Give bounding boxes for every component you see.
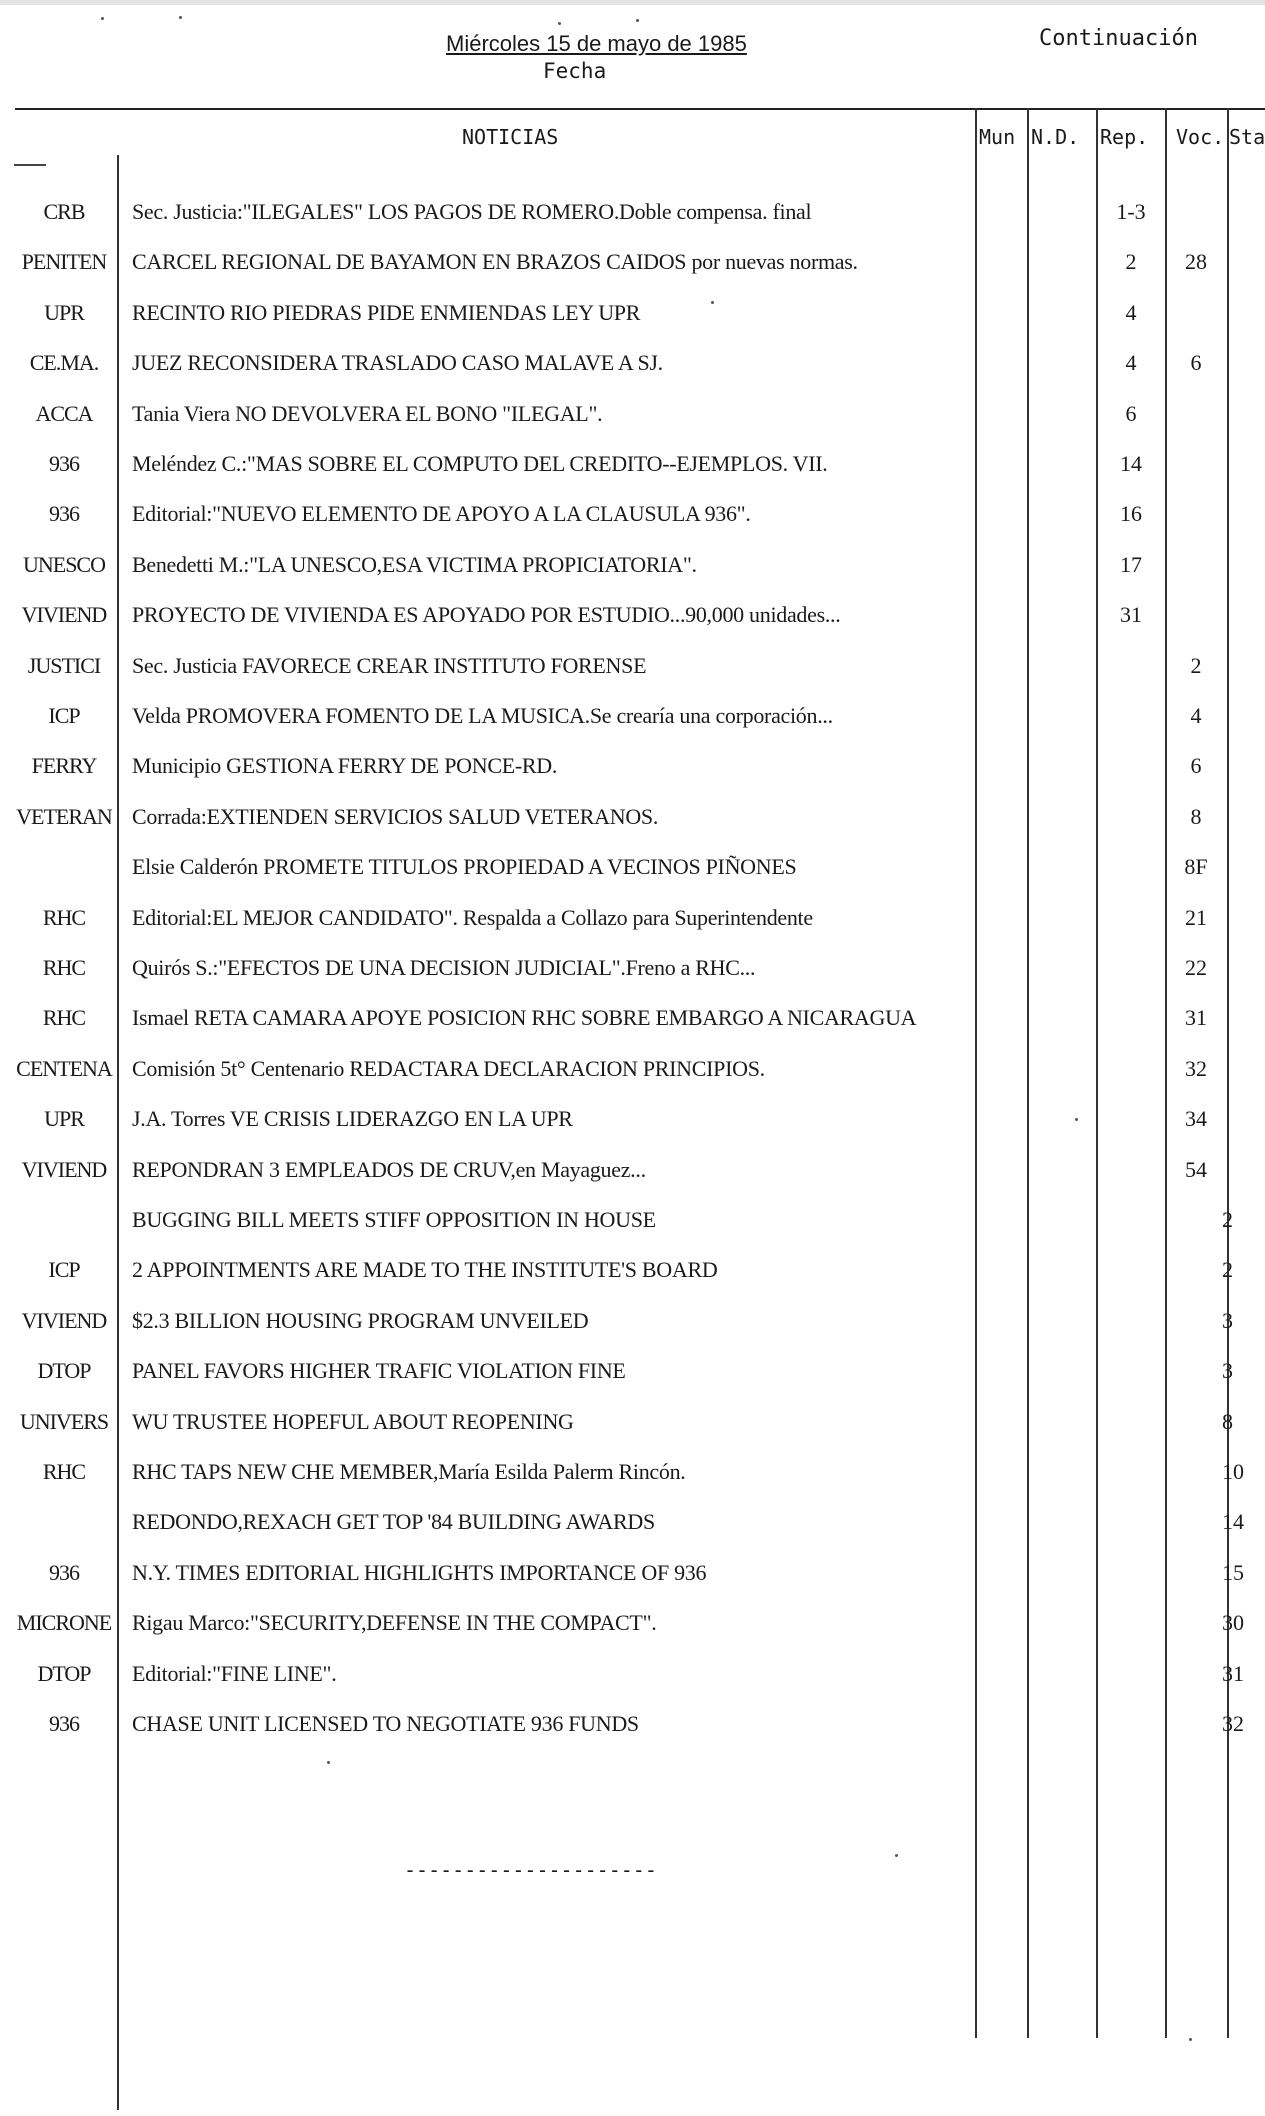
row-category: ICP: [48, 1257, 80, 1282]
scan-speck: [1189, 2038, 1192, 2041]
row-title: CARCEL REGIONAL DE BAYAMON EN BRAZOS CAIDOS por nuevas normas.: [132, 249, 858, 274]
table-top-rule: [15, 108, 1265, 110]
row-category: RHC: [42, 955, 86, 980]
row-category: MICRONE: [16, 1610, 112, 1635]
row-title: Meléndez C.:"MAS SOBRE EL COMPUTO DEL CREDITO--EJEMPLOS. VII.: [132, 451, 828, 476]
table-row: [0, 293, 1265, 333]
table-row: [0, 1049, 1265, 1089]
row-sta-page: 15: [1222, 1560, 1244, 1585]
row-sta-page: 30: [1222, 1610, 1244, 1635]
date-label: Fecha: [543, 59, 607, 83]
scan-speck: [558, 22, 561, 25]
row-sta-page: 2: [1222, 1257, 1233, 1282]
row-title: REDONDO,REXACH GET TOP '84 BUILDING AWARDS: [132, 1509, 655, 1534]
column-header-nd: N.D.: [1031, 125, 1080, 149]
end-separator: ---------------------: [404, 1858, 657, 1882]
table-row: [0, 746, 1265, 786]
column-header-voc: Voc.: [1176, 125, 1225, 149]
row-category: DTOP: [37, 1661, 91, 1686]
table-row: [0, 847, 1265, 887]
table-row: [0, 1452, 1265, 1492]
column-header-noticias: NOTICIAS: [462, 125, 559, 149]
row-voc-page: 31: [1185, 1005, 1207, 1030]
row-category: PENITEN: [21, 249, 107, 274]
row-title: Velda PROMOVERA FOMENTO DE LA MUSICA.Se crearía una corporación...: [132, 703, 833, 728]
row-category: RHC: [42, 1005, 86, 1030]
row-title: BUGGING BILL MEETS STIFF OPPOSITION IN HOUSE: [132, 1207, 656, 1232]
row-rep-page: 17: [1120, 552, 1142, 577]
row-category: UNIVERS: [19, 1409, 109, 1434]
scan-speck: [327, 1761, 330, 1764]
table-row: [0, 646, 1265, 686]
row-title: Quirós S.:"EFECTOS DE UNA DECISION JUDICIAL".Freno a RHC...: [132, 955, 756, 980]
scan-edge: [0, 0, 1265, 5]
column-header-sta: Sta: [1229, 125, 1265, 149]
row-rep-page: 1-3: [1116, 199, 1146, 224]
row-category: DTOP: [37, 1358, 91, 1383]
row-title: Sec. Justicia FAVORECE CREAR INSTITUTO FORENSE: [132, 653, 647, 678]
row-title: Editorial:"NUEVO ELEMENTO DE APOYO A LA CLAUSULA 936".: [132, 501, 751, 526]
row-title: Ismael RETA CAMARA APOYE POSICION RHC SOBRE EMBARGO A NICARAGUA: [132, 1005, 917, 1030]
row-title: Tania Viera NO DEVOLVERA EL BONO "ILEGAL".: [132, 401, 603, 426]
row-title: REPONDRAN 3 EMPLEADOS DE CRUV,en Mayaguez...: [132, 1157, 646, 1182]
row-sta-page: 10: [1222, 1459, 1244, 1484]
row-category: CENTENA: [16, 1056, 112, 1081]
table-row: [0, 1603, 1265, 1643]
table-row: [0, 1704, 1265, 1744]
row-voc-page: 32: [1185, 1056, 1207, 1081]
row-title: J.A. Torres VE CRISIS LIDERAZGO EN LA UPR: [132, 1106, 573, 1131]
row-category: VIVIEND: [21, 1157, 107, 1182]
row-title: $2.3 BILLION HOUSING PROGRAM UNVEILED: [132, 1308, 589, 1333]
row-category: CRB: [43, 199, 85, 224]
header-tick-mark: [14, 164, 46, 166]
row-title: Editorial:EL MEJOR CANDIDATO". Respalda a Collazo para Superintendente: [132, 905, 813, 930]
row-title: Corrada:EXTIENDEN SERVICIOS SALUD VETERANOS.: [132, 804, 659, 829]
table-row: [0, 1250, 1265, 1290]
row-voc-page: 8F: [1184, 854, 1208, 879]
row-title: Rigau Marco:"SECURITY,DEFENSE IN THE COMPACT".: [132, 1610, 657, 1635]
row-title: JUEZ RECONSIDERA TRASLADO CASO MALAVE A SJ.: [132, 350, 663, 375]
row-category: UNESCO: [22, 552, 105, 577]
row-sta-page: 3: [1222, 1358, 1233, 1383]
row-voc-page: 2: [1190, 653, 1202, 678]
row-rep-page: 2: [1125, 249, 1137, 274]
row-title: Editorial:"FINE LINE".: [132, 1661, 337, 1686]
row-voc-page: 21: [1185, 905, 1207, 930]
table-row: [0, 1402, 1265, 1442]
row-title: RHC TAPS NEW CHE MEMBER,María Esilda Palerm Rincón.: [132, 1459, 686, 1484]
table-row: [0, 1150, 1265, 1190]
table-row: [0, 545, 1265, 585]
row-title: PROYECTO DE VIVIENDA ES APOYADO POR ESTUDIO...90,000 unidades...: [132, 602, 841, 627]
row-category: VIVIEND: [21, 1308, 107, 1333]
row-sta-page: 31: [1222, 1661, 1244, 1686]
row-rep-page: 31: [1120, 602, 1142, 627]
table-row: [0, 1553, 1265, 1593]
row-title: 2 APPOINTMENTS ARE MADE TO THE INSTITUTE'S BOARD: [132, 1257, 718, 1282]
table-row: [0, 192, 1265, 232]
row-sta-page: 2: [1222, 1207, 1233, 1232]
row-sta-page: 32: [1222, 1711, 1244, 1736]
row-category: VIVIEND: [21, 602, 107, 627]
row-category: FERRY: [31, 753, 97, 778]
table-row: [0, 948, 1265, 988]
row-category: UPR: [44, 300, 84, 325]
column-header-mun: Mun: [979, 125, 1016, 149]
row-title: RECINTO RIO PIEDRAS PIDE ENMIENDAS LEY UPR: [132, 300, 641, 325]
row-rep-page: 14: [1120, 451, 1142, 476]
row-category: UPR: [44, 1106, 84, 1131]
scan-speck: [101, 17, 104, 20]
table-row: [0, 1099, 1265, 1139]
row-rep-page: 6: [1125, 401, 1137, 426]
table-row: [0, 242, 1265, 282]
table-row: [0, 444, 1265, 484]
row-voc-page: 28: [1185, 249, 1207, 274]
table-row: [0, 343, 1265, 383]
row-title: PANEL FAVORS HIGHER TRAFIC VIOLATION FINE: [132, 1358, 626, 1383]
row-category: CE.MA.: [29, 350, 99, 375]
row-title: Elsie Calderón PROMETE TITULOS PROPIEDAD A VECINOS PIÑONES: [132, 854, 797, 879]
scan-speck: [179, 16, 182, 19]
row-title: Municipio GESTIONA FERRY DE PONCE-RD.: [132, 753, 558, 778]
table-row: [0, 1502, 1265, 1542]
row-voc-page: 6: [1190, 753, 1202, 778]
table-row: [0, 898, 1265, 938]
table-row: [0, 797, 1265, 837]
row-title: Sec. Justicia:"ILEGALES" LOS PAGOS DE ROMERO.Doble compensa. final: [132, 199, 812, 224]
row-title: Benedetti M.:"LA UNESCO,ESA VICTIMA PROPICIATORIA".: [132, 552, 697, 577]
row-rep-page: 4: [1125, 350, 1137, 375]
row-voc-page: 34: [1185, 1106, 1207, 1131]
table-row: [0, 1351, 1265, 1391]
row-category: ICP: [48, 703, 80, 728]
table-row: [0, 998, 1265, 1038]
row-category: RHC: [42, 905, 86, 930]
document-date: Miércoles 15 de mayo de 1985: [446, 31, 747, 56]
row-category: JUSTICI: [27, 653, 101, 678]
row-title: CHASE UNIT LICENSED TO NEGOTIATE 936 FUNDS: [132, 1711, 639, 1736]
scan-speck: [636, 19, 639, 22]
scan-speck: [895, 1854, 898, 1857]
row-title: Comisión 5t° Centenario REDACTARA DECLARACION PRINCIPIOS.: [132, 1056, 765, 1081]
row-sta-page: 14: [1222, 1509, 1244, 1534]
row-voc-page: 8: [1190, 804, 1202, 829]
row-title: WU TRUSTEE HOPEFUL ABOUT REOPENING: [132, 1409, 574, 1434]
column-header-rep: Rep.: [1100, 125, 1149, 149]
row-voc-page: 4: [1190, 703, 1202, 728]
table-row: [0, 696, 1265, 736]
row-category: ACCA: [35, 401, 93, 426]
row-voc-page: 6: [1190, 350, 1202, 375]
table-row: [0, 595, 1265, 635]
row-category: RHC: [42, 1459, 86, 1484]
continuation-label: Continuación: [1039, 26, 1198, 51]
row-voc-page: 54: [1185, 1157, 1207, 1182]
row-category: VETERAN: [16, 804, 112, 829]
table-row: [0, 494, 1265, 534]
row-title: N.Y. TIMES EDITORIAL HIGHLIGHTS IMPORTANCE OF 936: [132, 1560, 707, 1585]
row-category: 936: [49, 1711, 79, 1736]
row-rep-page: 16: [1120, 501, 1142, 526]
row-sta-page: 3: [1222, 1308, 1233, 1333]
table-row: [0, 1200, 1265, 1240]
row-sta-page: 8: [1222, 1409, 1233, 1434]
table-row: [0, 1301, 1265, 1341]
row-rep-page: 4: [1125, 300, 1137, 325]
row-category: 936: [49, 451, 79, 476]
row-voc-page: 22: [1185, 955, 1207, 980]
row-category: 936: [49, 501, 79, 526]
table-row: [0, 1654, 1265, 1694]
table-row: [0, 394, 1265, 434]
row-category: 936: [49, 1560, 79, 1585]
